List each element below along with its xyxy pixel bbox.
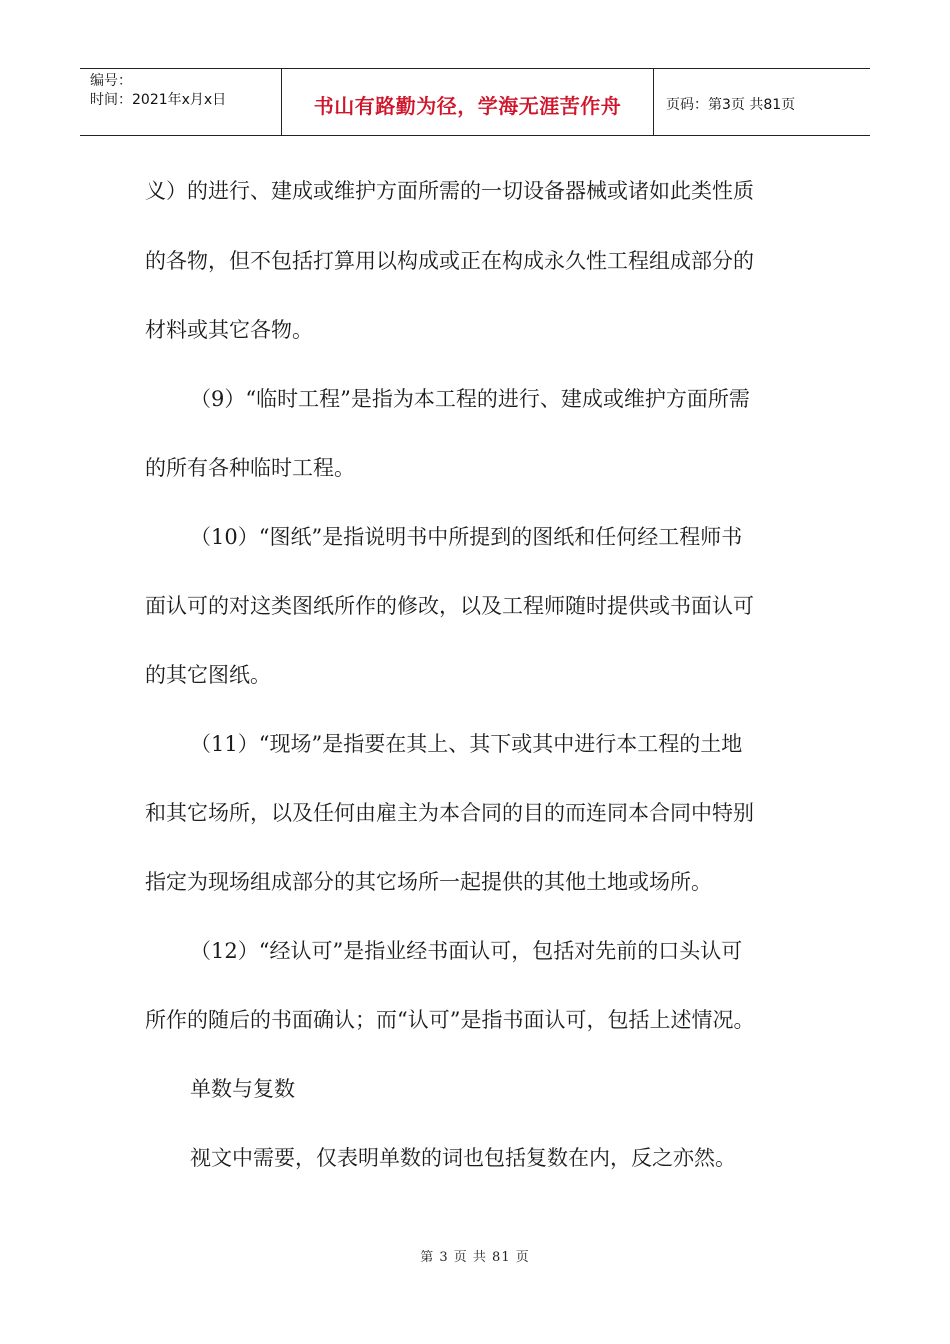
header-page-info: 页码：第3页 共81页 [666,97,796,113]
section-heading: 单数与复数 [190,1077,295,1101]
body-line-6: （10）“图纸”是指说明书中所提到的图纸和任何经工程师书 [190,525,743,549]
body-line-9: （11）“现场”是指要在其上、其下或其中进行本工程的土地 [190,732,743,756]
body-line-7: 面认可的对这类图纸所作的修改，以及工程师随时提供或书面认可 [145,594,754,618]
body-line-5: 的所有各种临时工程。 [145,456,355,480]
header-meta-cell [80,69,282,135]
body-line-1: 义）的进行、建成或维护方面所需的一切设备器械或诸如此类性质 [145,179,754,203]
body-line-11: 指定为现场组成部分的其它场所一起提供的其他土地或场所。 [145,870,712,894]
body-line-4: （9）“临时工程”是指为本工程的进行、建成或维护方面所需 [190,387,750,411]
body-line-12: （12）“经认可”是指业经书面认可，包括对先前的口头认可 [190,939,743,963]
page-footer: 第 3 页 共 81 页 [420,1250,530,1265]
body-line-8: 的其它图纸。 [145,663,271,687]
date-label: 时间：2021年x月x日 [90,92,227,108]
body-line-13: 所作的随后的书面确认；而“认可”是指书面认可，包括上述情况。 [145,1008,755,1032]
body-line-15: 视文中需要，仅表明单数的词也包括复数在内，反之亦然。 [190,1146,736,1170]
body-line-2: 的各物，但不包括打算用以构成或正在构成永久性工程组成部分的 [145,249,754,273]
serial-label: 编号： [90,73,132,89]
body-line-10: 和其它场所，以及任何由雇主为本合同的目的而连同本合同中特别 [145,801,754,825]
page-header [80,68,870,136]
header-motto: 书山有路勤为径，学海无涯苦作舟 [282,69,654,135]
body-line-3: 材料或其它各物。 [145,318,313,342]
